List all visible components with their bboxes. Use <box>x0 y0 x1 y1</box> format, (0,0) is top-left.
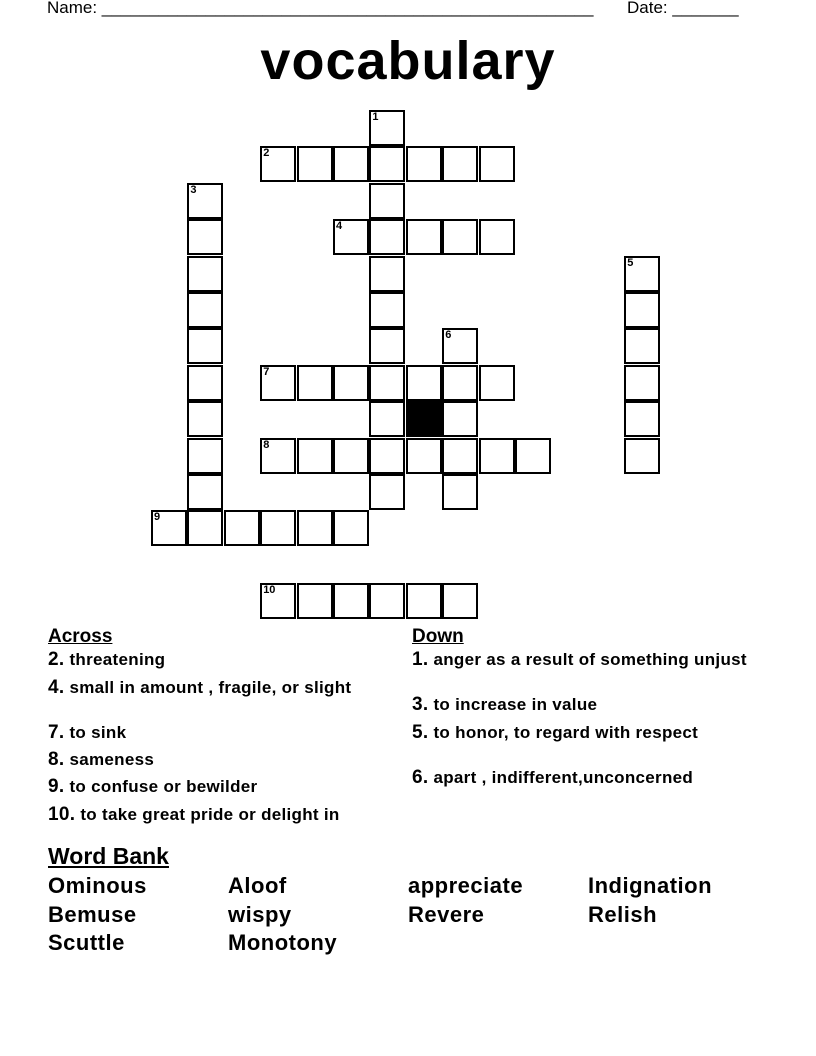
grid-cell[interactable] <box>260 510 296 546</box>
word-bank-item: Relish <box>588 902 658 927</box>
clue-text: to take great pride or delight in <box>75 805 340 824</box>
down-heading: Down <box>412 626 464 647</box>
clue-num: 9. <box>48 776 65 797</box>
grid-cell[interactable] <box>442 438 478 474</box>
clue-number: 3 <box>190 183 197 196</box>
grid-cell[interactable] <box>515 438 551 474</box>
across-heading: Across <box>48 626 113 647</box>
grid-cell[interactable] <box>260 146 296 182</box>
grid-cell[interactable] <box>442 219 478 255</box>
clue-number: 2 <box>263 147 270 160</box>
clue-num: 5. <box>412 722 429 743</box>
clue-text: threatening <box>64 650 166 669</box>
clue-num: 8. <box>48 749 65 770</box>
clue-text: to increase in value <box>428 695 598 714</box>
word-bank-item: wispy <box>228 902 292 927</box>
grid-cell[interactable] <box>187 292 223 328</box>
grid-cell[interactable] <box>151 510 187 546</box>
down-clue <box>412 651 747 669</box>
grid-cell[interactable] <box>369 292 405 328</box>
grid-cell[interactable] <box>187 328 223 364</box>
clue-text: to honor, to regard with respect <box>428 723 699 742</box>
grid-cell[interactable] <box>442 583 478 619</box>
grid-cell[interactable] <box>187 365 223 401</box>
clue-num: 3. <box>412 694 429 715</box>
clue-number: 9 <box>154 511 161 524</box>
clue-number: 7 <box>263 365 270 378</box>
grid-cell[interactable] <box>406 583 442 619</box>
word-bank-heading: Word Bank <box>48 843 169 869</box>
black-square <box>406 401 442 437</box>
grid-cell[interactable] <box>369 328 405 364</box>
grid-cell[interactable] <box>369 256 405 292</box>
across-clue <box>48 679 351 697</box>
grid-cell[interactable] <box>369 183 405 219</box>
grid-cell[interactable] <box>624 292 660 328</box>
word-bank-item: appreciate <box>408 873 524 898</box>
grid-cell[interactable] <box>187 438 223 474</box>
grid-cell[interactable] <box>442 365 478 401</box>
grid-cell[interactable] <box>624 401 660 437</box>
across-clue <box>48 651 165 669</box>
grid-cell[interactable] <box>297 583 333 619</box>
clue-number: 8 <box>263 438 270 451</box>
grid-cell[interactable] <box>260 583 296 619</box>
word-bank-item: Revere <box>408 902 485 927</box>
grid-cell[interactable] <box>187 256 223 292</box>
grid-cell[interactable] <box>624 438 660 474</box>
grid-cell[interactable] <box>187 474 223 510</box>
clue-text: to confuse or bewilder <box>64 777 258 796</box>
word-bank-item: Monotony <box>228 930 338 955</box>
clue-text: apart , indifferent,unconcerned <box>428 768 694 787</box>
across-clue <box>48 751 154 769</box>
across-clue <box>48 724 126 742</box>
grid-cell[interactable] <box>297 365 333 401</box>
grid-cell[interactable] <box>624 328 660 364</box>
grid-cell[interactable] <box>442 474 478 510</box>
grid-cell[interactable] <box>624 256 660 292</box>
grid-cell[interactable] <box>406 219 442 255</box>
grid-cell[interactable] <box>479 365 515 401</box>
grid-cell[interactable] <box>369 474 405 510</box>
grid-cell[interactable] <box>187 183 223 219</box>
grid-cell[interactable] <box>224 510 260 546</box>
grid-cell[interactable] <box>369 583 405 619</box>
clue-number: 1 <box>372 111 379 123</box>
grid-cell[interactable] <box>369 219 405 255</box>
grid-cell[interactable] <box>260 365 296 401</box>
grid-cell[interactable] <box>624 365 660 401</box>
across-clue <box>48 778 257 796</box>
grid-cell[interactable] <box>297 510 333 546</box>
grid-cell[interactable] <box>297 146 333 182</box>
grid-cell[interactable] <box>187 510 223 546</box>
word-bank-item: Indignation <box>588 873 713 898</box>
clue-text: to sink <box>64 723 127 742</box>
grid-cell[interactable] <box>406 146 442 182</box>
clue-num: 10. <box>48 804 76 825</box>
grid-cell[interactable] <box>369 401 405 437</box>
grid-cell[interactable] <box>479 219 515 255</box>
down-clue <box>412 724 698 742</box>
name-field[interactable]: Name: ____________________________________________________ <box>47 0 594 17</box>
grid-cell[interactable] <box>369 146 405 182</box>
word-bank-item: Ominous <box>48 873 147 898</box>
page-title: vocabulary <box>260 31 556 91</box>
clue-num: 2. <box>48 649 65 670</box>
grid-cell[interactable] <box>406 365 442 401</box>
clue-number: 4 <box>336 220 343 233</box>
grid-cell[interactable] <box>333 146 369 182</box>
clue-number: 10 <box>263 584 276 597</box>
clue-number: 6 <box>445 329 452 342</box>
grid-cell[interactable] <box>333 438 369 474</box>
grid-cell[interactable] <box>297 438 333 474</box>
down-clue <box>412 696 597 714</box>
grid-cell[interactable] <box>369 110 405 146</box>
clue-num: 6. <box>412 767 429 788</box>
grid-cell[interactable] <box>442 146 478 182</box>
clue-num: 4. <box>48 677 65 698</box>
grid-cell[interactable] <box>187 401 223 437</box>
clue-text: sameness <box>64 750 155 769</box>
grid-cell[interactable] <box>442 401 478 437</box>
grid-cell[interactable] <box>333 510 369 546</box>
down-clue <box>412 769 693 787</box>
grid-cell[interactable] <box>369 438 405 474</box>
grid-cell[interactable] <box>406 438 442 474</box>
clue-text: small in amount , fragile, or slight <box>64 678 352 697</box>
grid-cell[interactable] <box>479 438 515 474</box>
grid-cell[interactable] <box>260 438 296 474</box>
word-bank-item: Aloof <box>228 873 287 898</box>
grid-cell[interactable] <box>442 328 478 364</box>
clue-text: anger as a result of something unjust <box>428 650 747 669</box>
grid-cell[interactable] <box>333 583 369 619</box>
grid-cell[interactable] <box>333 219 369 255</box>
word-bank-item: Scuttle <box>48 930 125 955</box>
word-bank-item: Bemuse <box>48 902 137 927</box>
date-field[interactable]: Date: _______ <box>627 0 739 17</box>
clue-num: 1. <box>412 649 429 670</box>
clue-number: 5 <box>627 256 634 269</box>
grid-cell[interactable] <box>333 365 369 401</box>
grid-cell[interactable] <box>479 146 515 182</box>
across-clue <box>48 806 340 824</box>
grid-cell[interactable] <box>187 219 223 255</box>
clue-num: 7. <box>48 722 65 743</box>
grid-cell[interactable] <box>369 365 405 401</box>
